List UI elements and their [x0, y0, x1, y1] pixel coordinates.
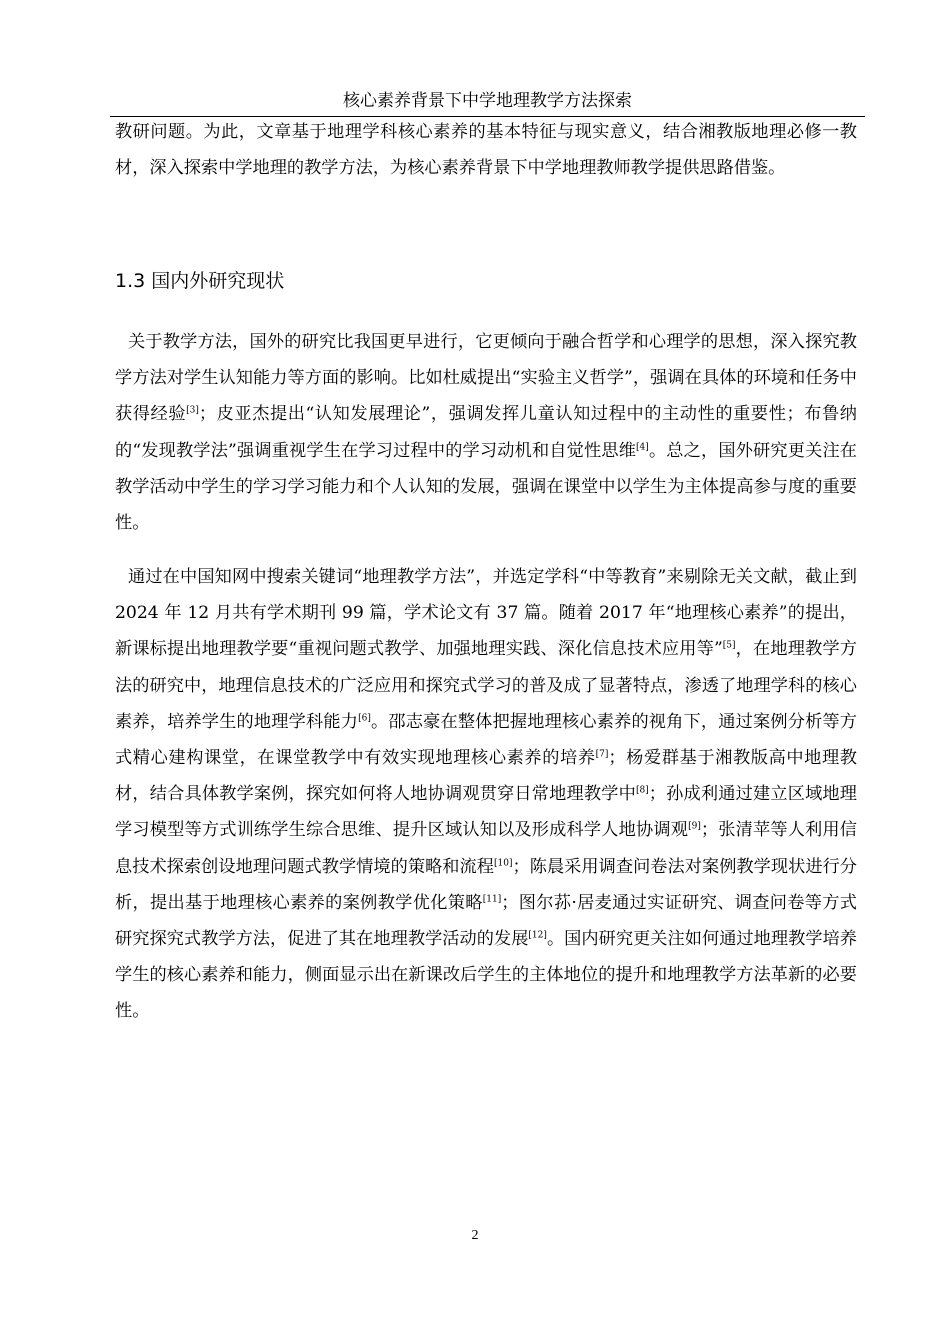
text-run: ；图尔荪·居麦通过实证研究、调查问卷等方式研究探究式教学方法，促进了其在地理教学活动的发展	[115, 892, 857, 950]
citation-ref: [9]	[688, 821, 701, 832]
text-run: ；皮亚杰提出“认知发展理论”，强调发挥儿童认知过程中的主动性的重要性；布鲁纳的“发现教学法”强调重视学生在学习过程中的学习动机和自觉性思维	[115, 404, 857, 461]
citation-ref: [11]	[482, 894, 502, 905]
running-header: 核心素养背景下中学地理教学方法探索	[343, 91, 632, 111]
citation-ref: [4]	[636, 441, 649, 452]
citation-ref: [5]	[722, 640, 736, 651]
text-run: 。邵志豪在整体把握地理核心素养的视角下，通过案例分析等方式精心建构课堂，在课堂教学中有效实现地理核心素养的培养	[115, 711, 857, 769]
intro-paragraph: 教研问题。为此，文章基于地理学科核心素养的基本特征与现实意义，结合湘教版地理必修一教材，深入探索中学地理的教学方法，为核心素养背景下中学地理教师教学提供思路借鉴。	[115, 122, 857, 179]
citation-ref: [10]	[494, 857, 513, 868]
text-run: ；张清苹等人利用信息技术探索创设地理问题式教学情境的策略和流程	[115, 820, 857, 877]
citation-ref: [7]	[595, 749, 609, 760]
text-run: 通过在中国知网中搜索关键词“地理教学方法”，并选定学科“中等教育”来剔除无关文献，截止到 2024 年 12 月共有学术期刊 99 篇，学术论文有 37 篇。随着 2017 年“地理核心素养”的提出，新课标提出地理教学要“重视问题式教学、加强地理实践、深化信息技术应用等”	[115, 567, 857, 660]
section-heading: 1.3 国内外研究现状	[115, 270, 285, 292]
citation-ref: [12]	[528, 930, 547, 941]
paragraph-domestic-research	[115, 559, 857, 1030]
text-run: 关于教学方法，国外的研究比我国更早进行，它更倾向于融合哲学和心理学的思想，深入探究教学方法对学生认知能力等方面的影响。比如杜威提出“实验主义哲学”，强调在具体的环境和任务中获得经验	[115, 332, 857, 425]
citation-ref: [6]	[358, 713, 371, 724]
text-run: ；杨爱群基于湘教版高中地理教材，结合具体教学案例，探究如何将人地协调观贯穿日常地理教学中	[115, 748, 857, 805]
text-run: ；孙成利通过建立区域地理学习模型等方式训练学生综合思维、提升区域认知以及形成科学人地协调观	[115, 784, 857, 841]
citation-ref: [8]	[636, 785, 649, 796]
text-run: 。总之，国外研究更关注在教学活动中学生的学习学习能力和个人认知的发展，强调在课堂中以学生为主体提高参与度的重要性。	[115, 440, 857, 534]
text-run: ；陈晨采用调查问卷法对案例教学现状进行分析，提出基于地理核心素养的案例教学优化策略	[115, 856, 857, 913]
text-run: 。国内研究更关注如何通过地理教学培养学生的核心素养和能力，侧面显示出在新课改后学生的主体地位的提升和地理教学方法革新的必要性。	[115, 929, 857, 1022]
citation-ref: [3]	[186, 405, 199, 416]
text-run: ，在地理教学方法的研究中，地理信息技术的广泛应用和探究式学习的普及成了显著特点，渗透了地理学科的核心素养，培养学生的地理学科能力	[115, 639, 857, 732]
paragraph-foreign-research	[115, 324, 857, 541]
page-number: 2	[471, 1228, 479, 1243]
